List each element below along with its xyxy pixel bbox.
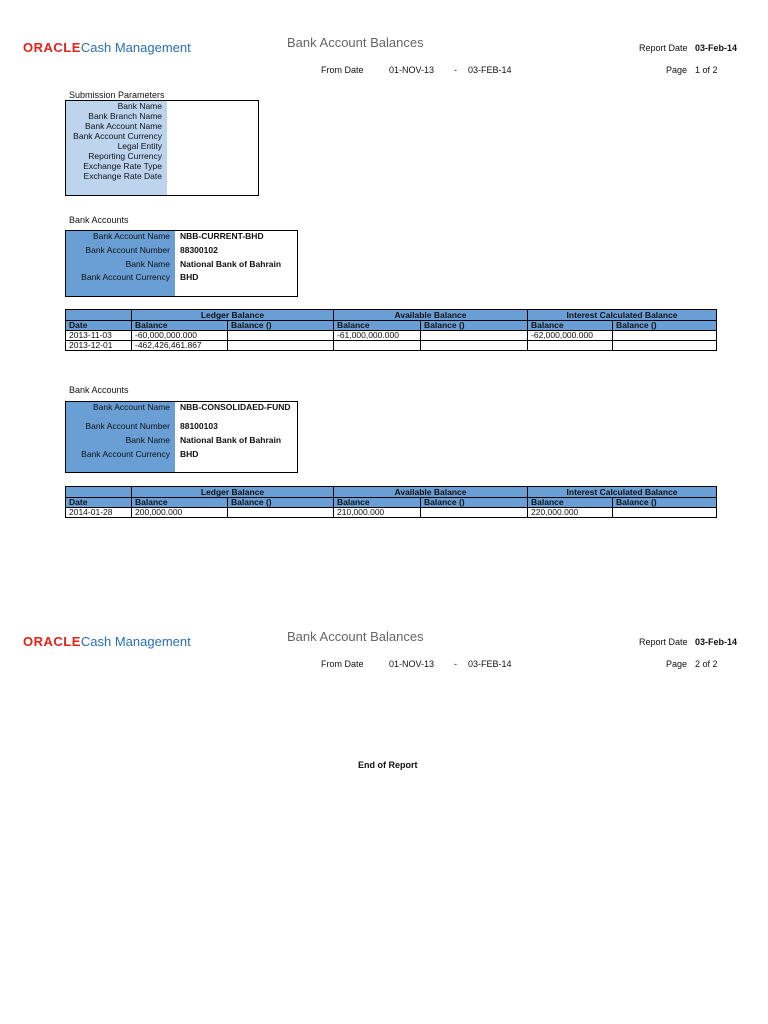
cell	[421, 341, 528, 351]
oracle-logo	[23, 634, 191, 649]
column-header: Balance ()	[421, 498, 528, 508]
column-header: Balance	[334, 321, 421, 331]
account-number-value: 88100103	[180, 421, 218, 431]
cell	[228, 508, 334, 518]
cell: -60,000,000.000	[132, 331, 228, 341]
bank-account-details	[65, 401, 298, 473]
logo-product: Cash Management	[80, 634, 191, 649]
param-label: Bank Name	[117, 101, 162, 111]
cell: 210,000.000	[334, 508, 421, 518]
page-number: 1 of 2	[695, 65, 718, 75]
account-name-value: NBB-CONSOLIDAED-FUND	[180, 402, 291, 412]
account-currency-value: BHD	[180, 272, 199, 282]
cell	[421, 331, 528, 341]
from-date-value: 01-NOV-13	[389, 659, 435, 669]
table-row	[66, 331, 717, 341]
param-label: Bank Account Currency	[73, 131, 162, 141]
report-date-value: 03-Feb-14	[695, 43, 738, 53]
cell: 2013-11-03	[66, 331, 132, 341]
report-title: Bank Account Balances	[287, 35, 424, 50]
date-separator: -	[454, 65, 457, 75]
from-date-label: From Date	[321, 65, 364, 75]
table-row	[66, 508, 717, 518]
column-header: Balance ()	[421, 321, 528, 331]
cell	[613, 331, 717, 341]
group-header-interest: Interest Calculated Balance	[528, 310, 717, 321]
cell: -462,426,461.867	[132, 341, 228, 351]
cell: -62,000,000.000	[528, 331, 613, 341]
column-header: Balance	[528, 498, 613, 508]
submission-parameters-heading: Submission Parameters	[69, 90, 165, 100]
logo-brand: ORACLE	[23, 634, 81, 649]
to-date-value: 03-FEB-14	[468, 659, 512, 669]
cell	[613, 341, 717, 351]
column-header: Date	[66, 321, 132, 331]
logo-brand: ORACLE	[23, 40, 81, 55]
account-name-value: NBB-CURRENT-BHD	[180, 231, 264, 241]
from-date-value: 01-NOV-13	[389, 65, 435, 75]
end-of-report: End of Report	[358, 760, 418, 770]
group-header-empty	[66, 487, 132, 498]
cell	[334, 341, 421, 351]
cell: 2013-12-01	[66, 341, 132, 351]
param-label: Reporting Currency	[88, 151, 162, 161]
bank-name-label: Bank Name	[125, 435, 170, 445]
account-number-label: Bank Account Number	[85, 245, 170, 255]
group-header-interest: Interest Calculated Balance	[528, 487, 717, 498]
account-name-label: Bank Account Name	[92, 231, 170, 241]
cell	[228, 331, 334, 341]
param-label: Legal Entity	[117, 141, 162, 151]
table-column-header	[66, 498, 717, 508]
table-group-header	[66, 487, 717, 498]
bank-name-value: National Bank of Bahrain	[180, 435, 282, 445]
bank-accounts-heading: Bank Accounts	[69, 215, 129, 225]
balance-table	[65, 309, 717, 351]
logo-product: Cash Management	[80, 40, 191, 55]
table-row	[66, 341, 717, 351]
column-header: Date	[66, 498, 132, 508]
bank-name-label: Bank Name	[125, 259, 170, 269]
cell	[613, 508, 717, 518]
report-date-label: Report Date	[639, 43, 688, 53]
param-label: Exchange Rate Date	[83, 171, 162, 181]
column-header: Balance ()	[228, 321, 334, 331]
report-date-value: 03-Feb-14	[695, 637, 738, 647]
param-label: Bank Branch Name	[88, 111, 162, 121]
account-number-value: 88300102	[180, 245, 218, 255]
account-number-label: Bank Account Number	[85, 421, 170, 431]
column-header: Balance ()	[613, 321, 717, 331]
column-header: Balance ()	[613, 498, 717, 508]
page-number: 2 of 2	[695, 659, 718, 669]
column-header: Balance	[334, 498, 421, 508]
account-currency-label: Bank Account Currency	[81, 272, 170, 282]
page-label: Page	[666, 65, 688, 75]
group-header-ledger: Ledger Balance	[132, 487, 334, 498]
column-header: Balance	[528, 321, 613, 331]
table-group-header	[66, 310, 717, 321]
submission-parameters-box	[65, 100, 259, 196]
account-name-label: Bank Account Name	[92, 402, 170, 412]
column-header: Balance ()	[228, 498, 334, 508]
bank-account-details	[65, 230, 298, 297]
column-header: Balance	[132, 321, 228, 331]
group-header-available: Available Balance	[334, 487, 528, 498]
group-header-available: Available Balance	[334, 310, 528, 321]
page-label: Page	[666, 659, 688, 669]
cell: -61,000,000.000	[334, 331, 421, 341]
param-label: Bank Account Name	[84, 121, 162, 131]
group-header-ledger: Ledger Balance	[132, 310, 334, 321]
table-column-header	[66, 321, 717, 331]
cell	[228, 341, 334, 351]
cell	[421, 508, 528, 518]
oracle-logo	[23, 40, 191, 55]
param-label: Exchange Rate Type	[83, 161, 162, 171]
cell	[528, 341, 613, 351]
cell: 2014-01-28	[66, 508, 132, 518]
bank-accounts-heading: Bank Accounts	[69, 385, 129, 395]
bank-name-value: National Bank of Bahrain	[180, 259, 282, 269]
account-currency-label: Bank Account Currency	[81, 449, 170, 459]
cell: 200,000.000	[132, 508, 228, 518]
column-header: Balance	[132, 498, 228, 508]
to-date-value: 03-FEB-14	[468, 65, 512, 75]
from-date-label: From Date	[321, 659, 364, 669]
account-currency-value: BHD	[180, 449, 199, 459]
report-title: Bank Account Balances	[287, 629, 424, 644]
cell: 220,000.000	[528, 508, 613, 518]
balance-table	[65, 486, 717, 518]
group-header-empty	[66, 310, 132, 321]
report-date-label: Report Date	[639, 637, 688, 647]
date-separator: -	[454, 659, 457, 669]
